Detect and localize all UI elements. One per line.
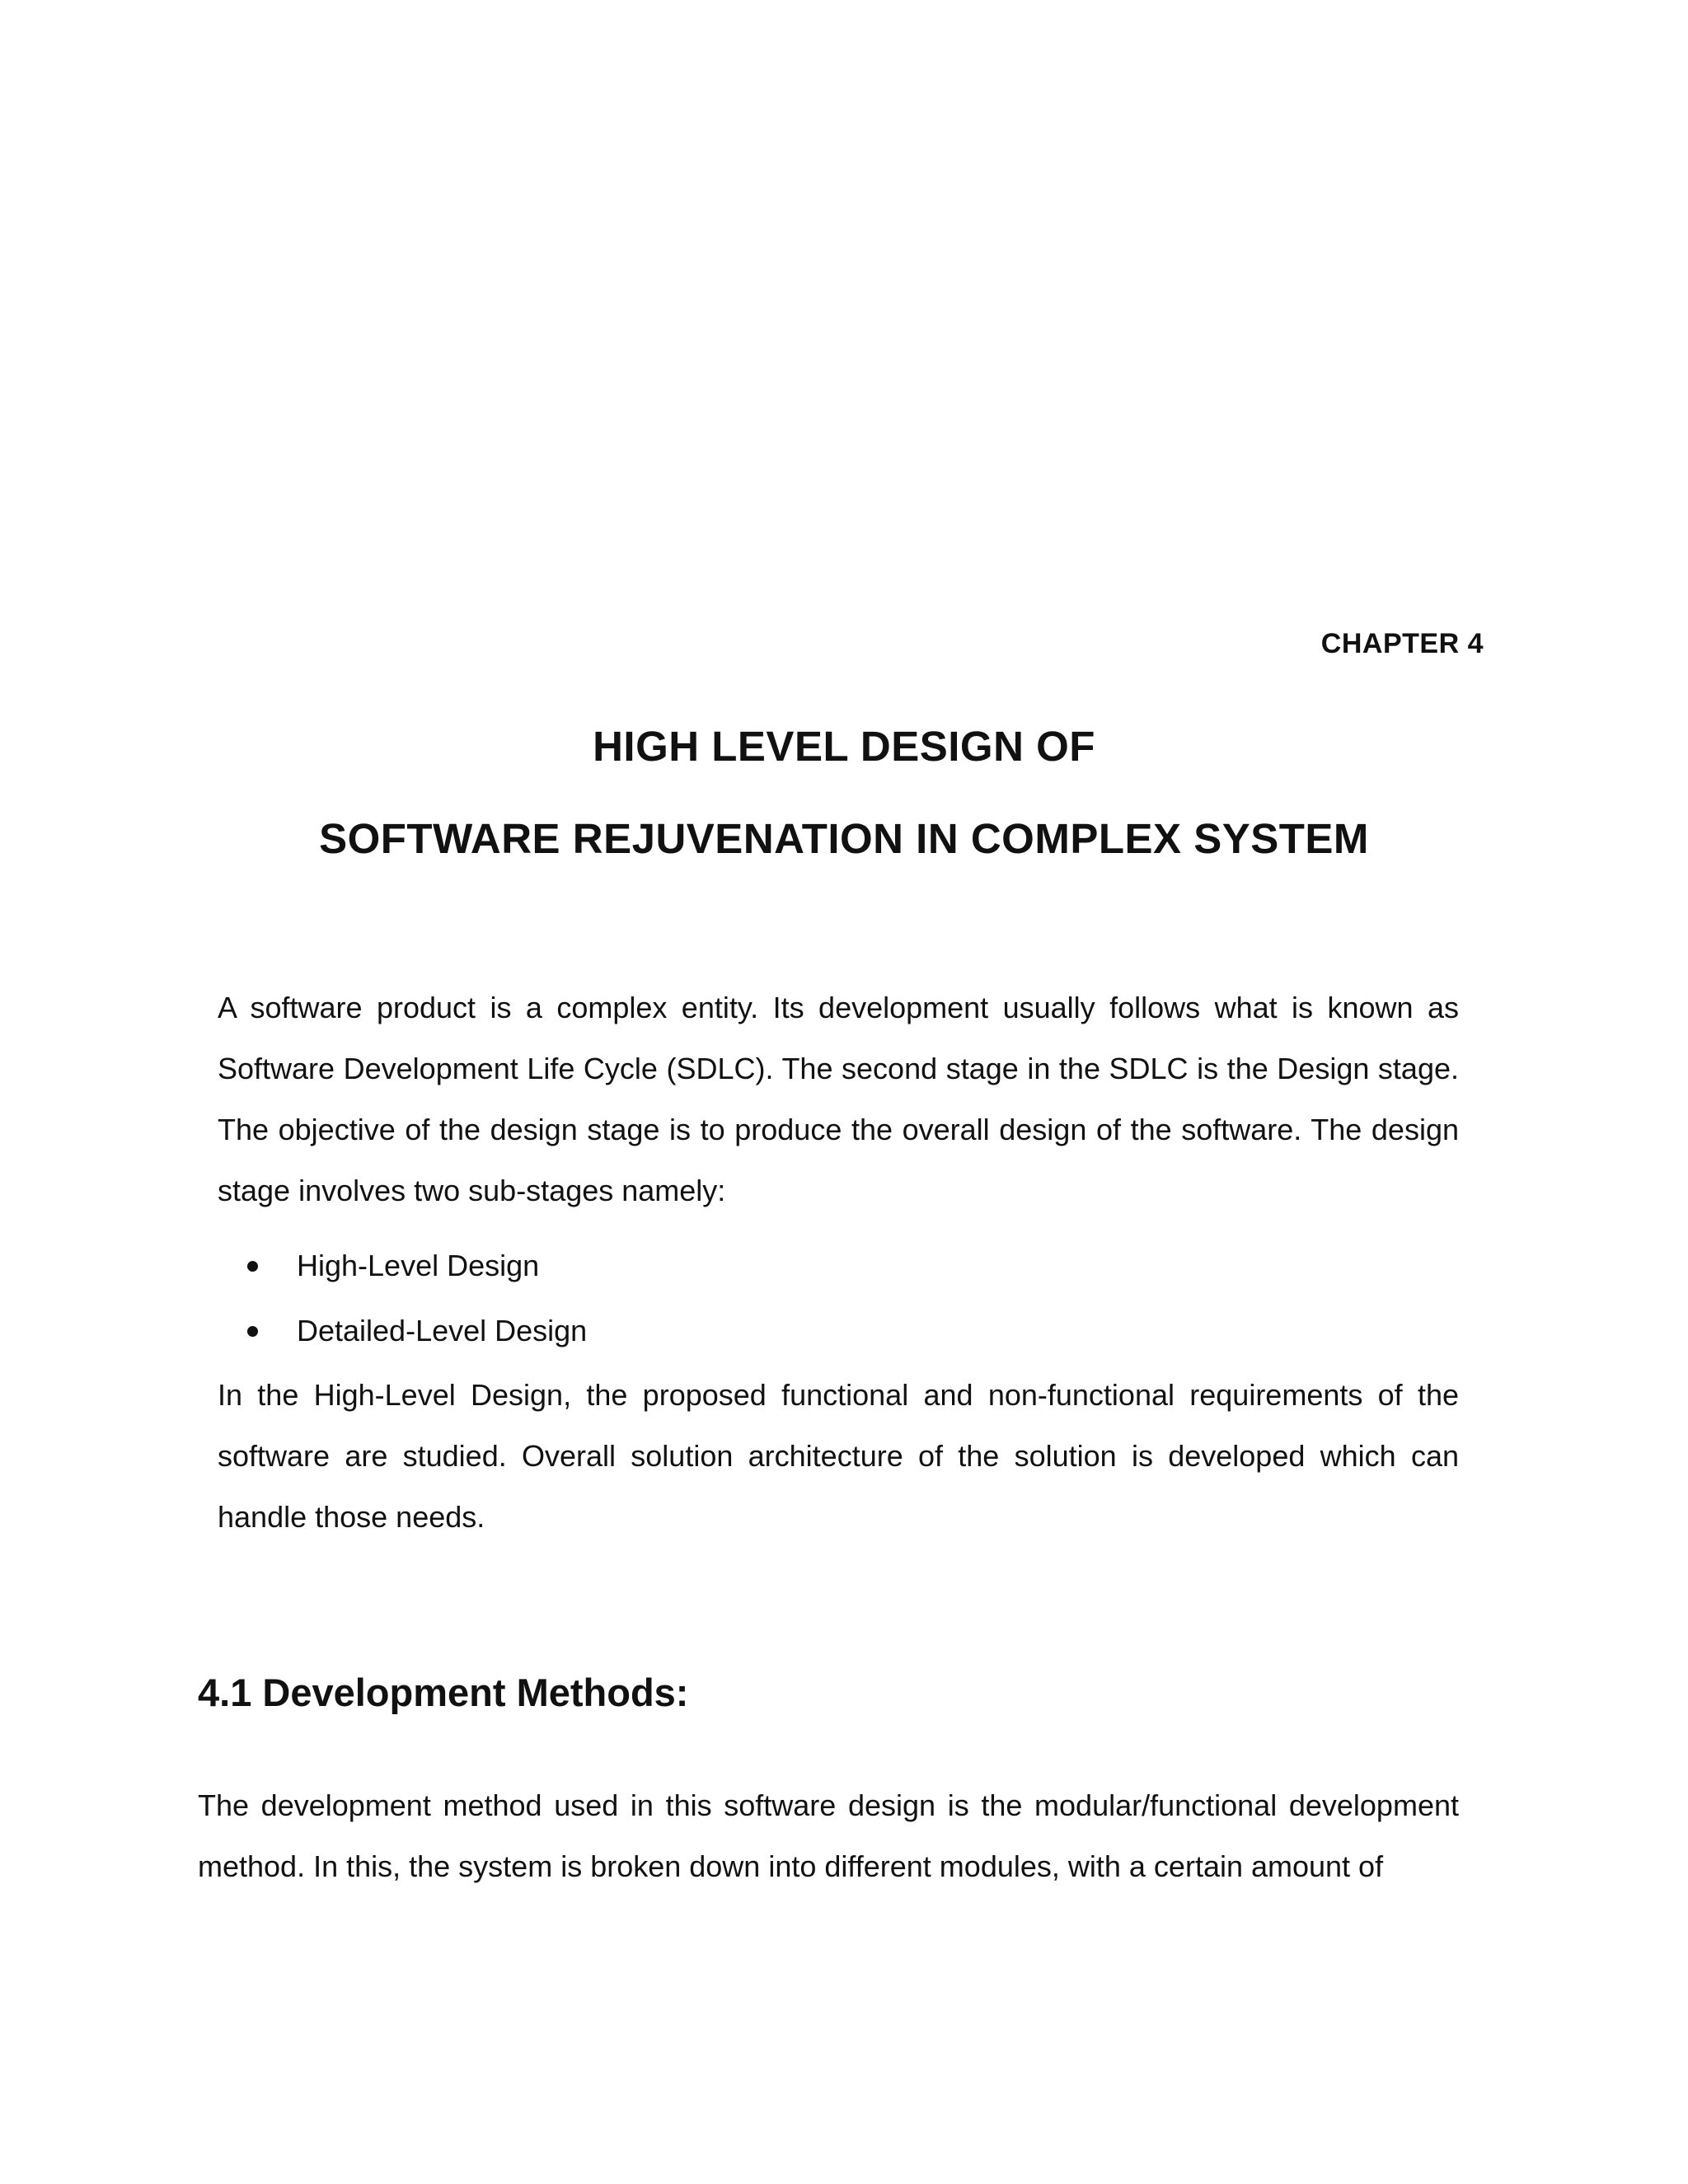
list-item bbox=[218, 1233, 1459, 1298]
chapter-title-line-2: SOFTWARE REJUVENATION IN COMPLEX SYSTEM bbox=[319, 815, 1369, 862]
list-item-label: Detailed-Level Design bbox=[297, 1314, 588, 1347]
chapter-title-line-1: HIGH LEVEL DESIGN OF bbox=[593, 723, 1095, 770]
intro-paragraph: A software product is a complex entity. Its development usually follows what is known as Software Development Life Cycle (SDLC). The second stage in the SDLC is the Design stage. The objective of the design stage is to produce the overall design of the software. The design stage involves two sub-stages namely: bbox=[218, 991, 1459, 1207]
high-level-paragraph: In the High-Level Design, the proposed functional and non-functional requirements of the software are studied. Overall solution architecture of the solution is developed which can handle those needs. bbox=[218, 1378, 1459, 1534]
bullet-icon bbox=[247, 1261, 258, 1272]
intro-block bbox=[218, 977, 1459, 1548]
section-paragraph: The development method used in this software design is the modular/functional development method. In this, the system is broken down into different modules, with a certain amount of bbox=[198, 1788, 1459, 1883]
bullet-icon bbox=[247, 1326, 258, 1337]
chapter-label: CHAPTER 4 bbox=[1320, 628, 1484, 659]
list-item bbox=[218, 1298, 1459, 1363]
section-body bbox=[198, 1775, 1459, 1897]
sub-stage-list bbox=[218, 1233, 1459, 1363]
section-heading: 4.1 Development Methods: bbox=[198, 1671, 689, 1714]
list-item-label: High-Level Design bbox=[297, 1249, 540, 1282]
